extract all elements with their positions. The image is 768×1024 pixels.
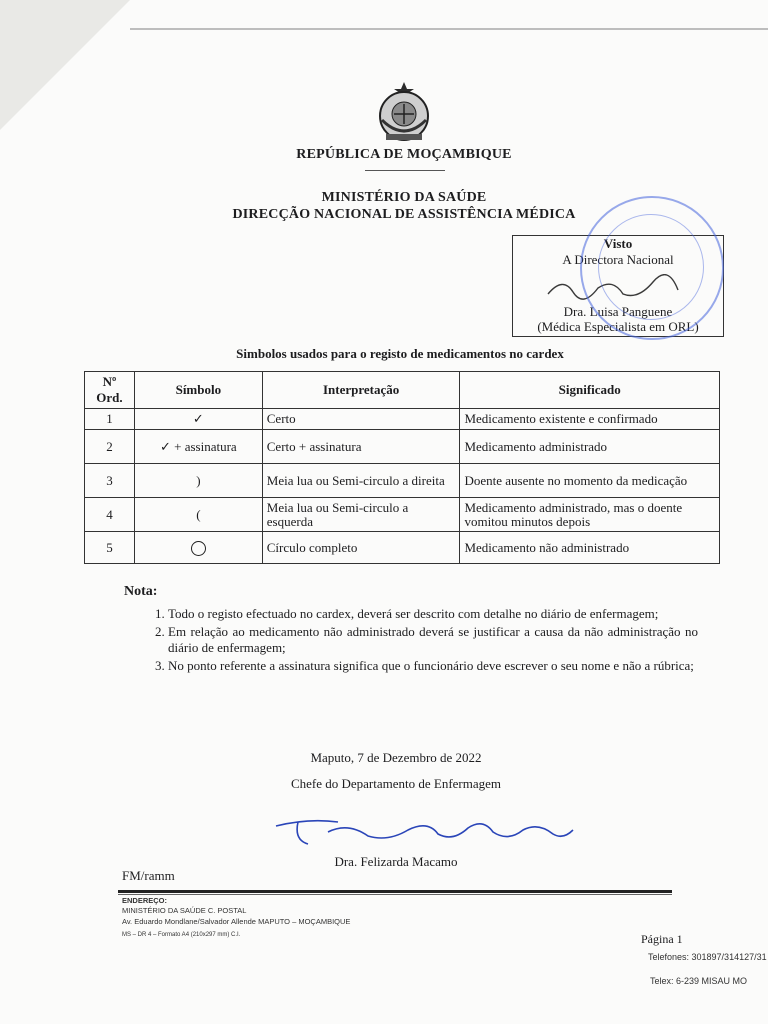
table-title: Simbolos usados para o registo de medicamentos no cardex — [236, 346, 564, 361]
cell-meaning: Medicamento administrado — [460, 430, 720, 464]
cell-interpretation: Meia lua ou Semi-circulo a direita — [262, 464, 460, 498]
cell-ord: 2 — [85, 430, 135, 464]
approval-role: A Directora Nacional — [562, 252, 674, 267]
page-number: Página 1 — [641, 932, 683, 946]
cell-ord: 3 — [85, 464, 135, 498]
cell-ord: 5 — [85, 532, 135, 564]
table-header-row — [85, 372, 720, 409]
table-row — [85, 409, 720, 430]
signatory-name: Dra. Felizarda Macamo — [334, 854, 458, 869]
heading-underline — [365, 170, 445, 171]
initials: FM/ramm — [122, 868, 175, 883]
directorate-heading: DIRECÇÃO NACIONAL DE ASSISTÊNCIA MÉDICA — [232, 207, 576, 222]
symbols-table — [84, 371, 720, 564]
cell-interpretation: Meia lua ou Semi-circulo a esquerda — [262, 498, 460, 532]
cell-meaning: Medicamento existente e confirmado — [460, 409, 720, 430]
address-line-2: Av. Eduardo Mondlane/Salvador Allende MAPUTO – MOÇAMBIQUE — [122, 917, 351, 926]
footer-divider — [118, 890, 672, 893]
cell-symbol: ( — [134, 498, 262, 532]
form-reference: MS – DR 4 – Formato A4 (210x297 mm) C.I. — [122, 932, 241, 938]
header-symbol: Símbolo — [134, 372, 262, 409]
address-line-1: MINISTÉRIO DA SAÚDE C. POSTAL — [122, 906, 247, 915]
cell-meaning: Doente ausente no momento da medicação — [460, 464, 720, 498]
list-item: 1. Todo o registo efectuado no cardex, deverá ser descrito com detalhe no diário de enfermagem; — [168, 606, 698, 622]
cell-meaning: Medicamento administrado, mas o doente vomitou minutos depois — [460, 498, 720, 532]
approval-visto: Visto — [603, 236, 633, 251]
approval-title: (Médica Especialista em ORL) — [537, 319, 699, 334]
place-date: Maputo, 7 de Dezembro de 2022 — [310, 750, 482, 765]
national-emblem-icon — [372, 80, 436, 146]
cell-interpretation: Certo — [262, 409, 460, 430]
ministry-heading: MINISTÉRIO DA SAÚDE — [321, 190, 487, 205]
notes-heading: Nota: — [124, 584, 158, 599]
address-label: ENDEREÇO: — [122, 896, 168, 905]
cell-ord: 4 — [85, 498, 135, 532]
table-row — [85, 498, 720, 532]
folded-corner — [0, 0, 130, 130]
signature-icon — [268, 812, 578, 852]
country-heading: REPÚBLICA DE MOÇAMBIQUE — [296, 147, 512, 162]
cell-symbol: ✓ + assinatura — [134, 430, 262, 464]
cell-symbol: ✓ — [134, 409, 262, 430]
list-item: 2. Em relação ao medicamento não administrado deverá se justificar a causa da não administração no diário de enfermagem; — [168, 624, 698, 656]
phones: Telefones: 301897/314127/31 — [648, 952, 767, 962]
cell-meaning: Medicamento não administrado — [460, 532, 720, 564]
notes-list — [146, 606, 698, 676]
footer-divider-thin — [118, 894, 672, 895]
official-stamp-icon — [580, 196, 724, 340]
cell-symbol — [134, 532, 262, 564]
cell-interpretation: Círculo completo — [262, 532, 460, 564]
table-row — [85, 464, 720, 498]
telex: Telex: 6-239 MISAU MO — [650, 976, 748, 986]
cell-interpretation: Certo + assinatura — [262, 430, 460, 464]
top-edge-line — [130, 28, 768, 30]
table-row — [85, 430, 720, 464]
signatory-position: Chefe do Departamento de Enfermagem — [290, 776, 502, 791]
cell-ord: 1 — [85, 409, 135, 430]
cell-symbol: ) — [134, 464, 262, 498]
approval-name: Dra. Luisa Panguene — [563, 304, 673, 319]
header-meaning: Significado — [460, 372, 720, 409]
circle-icon — [191, 541, 206, 556]
table-row — [85, 532, 720, 564]
header-ord: Nº Ord. — [85, 372, 135, 409]
header-interpretation: Interpretação — [262, 372, 460, 409]
list-item: 3. No ponto referente a assinatura significa que o funcionário deve escrever o seu nome e não a rúbrica; — [168, 658, 698, 674]
